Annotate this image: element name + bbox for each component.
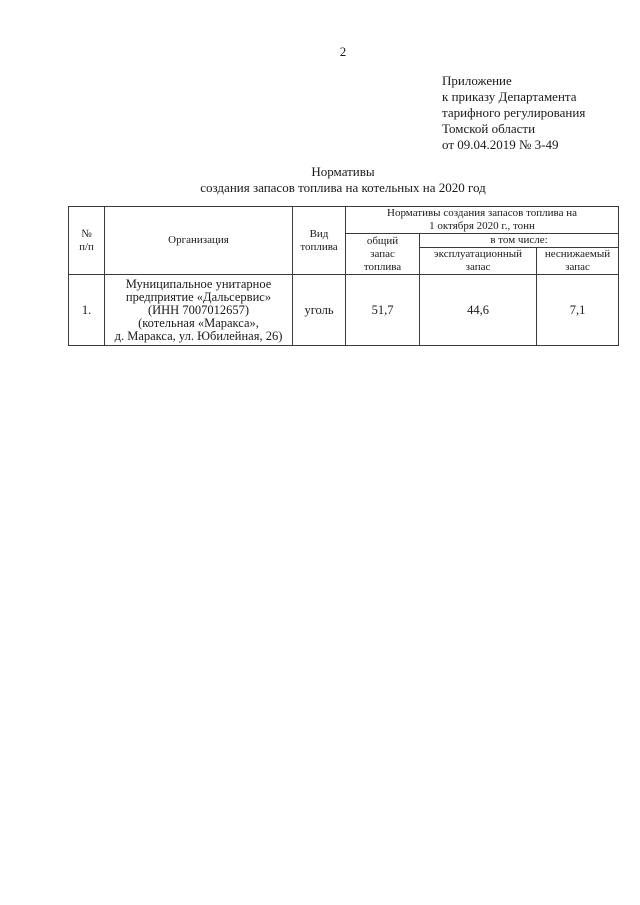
header-operational: эксплуатационный запас — [420, 248, 537, 275]
document-title — [0, 164, 640, 196]
header-organization: Организация — [105, 207, 293, 275]
header-norms: Нормативы создания запасов топлива на 1 октября 2020 г., тонн — [346, 207, 619, 234]
cell-operational: 44,6 — [420, 275, 537, 346]
appendix-block — [442, 73, 585, 153]
appendix-line: к приказу Департамента — [442, 89, 577, 104]
appendix-line: Томской области — [442, 121, 536, 136]
cell-total: 51,7 — [346, 275, 420, 346]
header-total: общий запас топлива — [346, 234, 420, 275]
header-including: в том числе: — [420, 234, 619, 248]
cell-fuel-type: уголь — [293, 275, 346, 346]
table-row — [69, 275, 619, 346]
title-line-1: Нормативы — [311, 164, 375, 179]
appendix-line: тарифного регулирования — [442, 105, 586, 120]
header-reserve: неснижаемый запас — [537, 248, 619, 275]
appendix-line: от 09.04.2019 № 3-49 — [442, 137, 559, 152]
title-line-2: создания запасов топлива на котельных на 2020 год — [200, 180, 486, 195]
cell-organization: Муниципальное унитарное предприятие «Дальсервис» (ИНН 7007012657) (котельная «Маракса», д. Маракса, ул. Юбилейная, 26) — [105, 275, 293, 346]
appendix-line: Приложение — [442, 73, 512, 88]
header-fuel-type: Вид топлива — [293, 207, 346, 275]
page-number: 2 — [339, 44, 347, 59]
header-number: № п/п — [69, 207, 105, 275]
cell-reserve: 7,1 — [537, 275, 619, 346]
norms-table — [68, 206, 619, 346]
cell-number: 1. — [69, 275, 105, 346]
